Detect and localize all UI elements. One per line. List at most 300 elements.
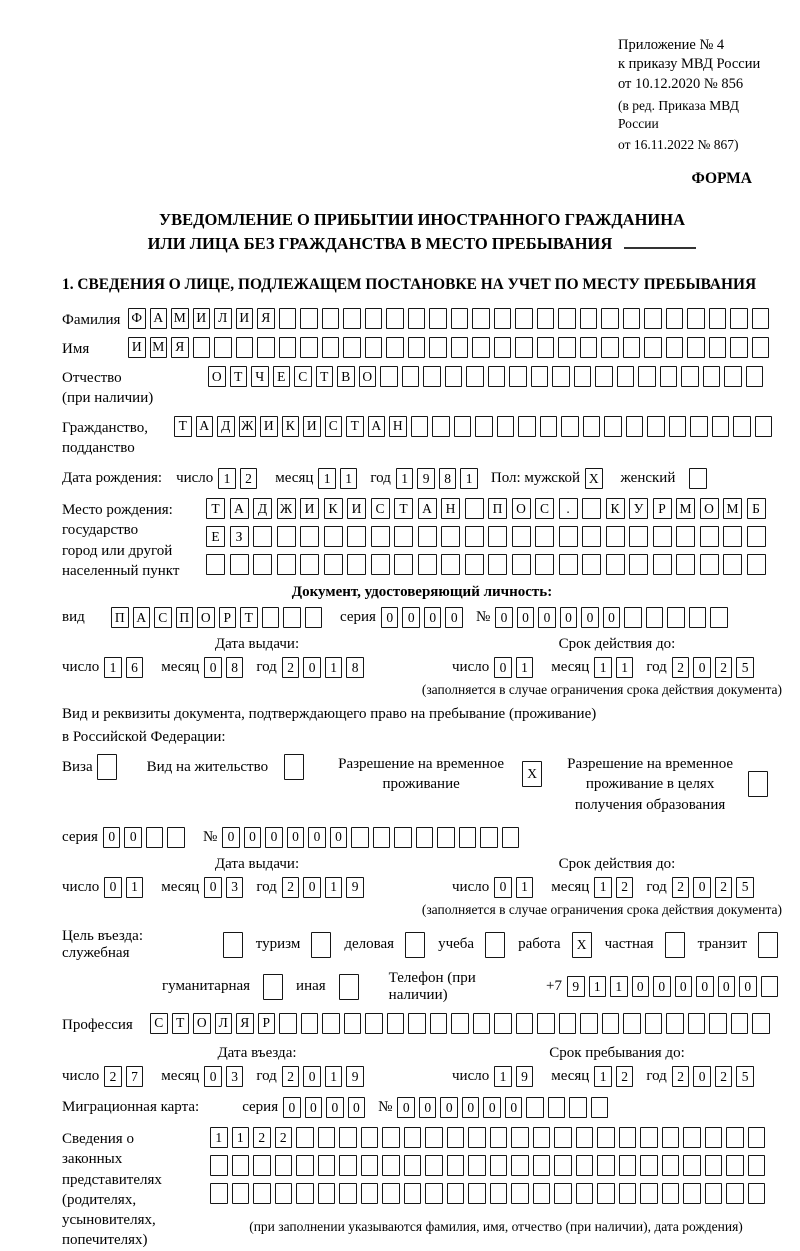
representatives-char-cell[interactable] [253,1183,271,1204]
patronymic-char-cell[interactable]: С [294,366,312,387]
birth-place-char-cell[interactable] [371,554,390,575]
residence-series-cell[interactable]: 0 [124,827,142,848]
birth-place-char-cell[interactable]: П [488,498,507,519]
surname-char-cell[interactable] [322,308,340,329]
birth-place-char-cell[interactable]: М [676,498,695,519]
checkbox-transit[interactable] [758,932,778,958]
profession-char-cell[interactable] [709,1013,727,1034]
surname-char-cell[interactable] [279,308,297,329]
patronymic-char-cell[interactable] [638,366,656,387]
residence-number-cell[interactable] [351,827,369,848]
representatives-char-cell[interactable] [683,1127,701,1148]
representatives-char-cell[interactable] [425,1183,443,1204]
residence-number-cell[interactable] [394,827,412,848]
entry-day-cell[interactable]: 2 [104,1066,122,1087]
firstname-char-cell[interactable] [193,337,211,358]
residence-expiry-year-cell[interactable]: 0 [693,877,711,898]
profession-char-cell[interactable]: С [150,1013,168,1034]
representatives-char-cell[interactable] [748,1155,766,1176]
birth-place-char-cell[interactable] [629,554,648,575]
representatives-char-cell[interactable]: 1 [210,1127,228,1148]
surname-char-cell[interactable] [580,308,598,329]
residence-number-cell[interactable]: 0 [330,827,348,848]
citizenship-char-cell[interactable] [669,416,687,437]
identity-kind-char-cell[interactable]: А [133,607,151,628]
representatives-char-cell[interactable] [361,1155,379,1176]
birth-place-char-cell[interactable]: И [347,498,366,519]
birth-place-char-cell[interactable]: Т [206,498,225,519]
migration-number-cell[interactable] [591,1097,609,1118]
residence-number-cell[interactable] [459,827,477,848]
profession-char-cell[interactable] [494,1013,512,1034]
representatives-char-cell[interactable] [554,1183,572,1204]
phone-digit-cell[interactable]: 0 [632,976,650,997]
patronymic-char-cell[interactable] [703,366,721,387]
patronymic-char-cell[interactable] [574,366,592,387]
representatives-char-cell[interactable] [640,1155,658,1176]
birth-place-char-cell[interactable] [606,554,625,575]
residence-issue-year-cell[interactable]: 9 [346,877,364,898]
representatives-char-cell[interactable] [683,1183,701,1204]
birth-place-char-cell[interactable]: Б [747,498,766,519]
representatives-char-cell[interactable] [339,1127,357,1148]
patronymic-char-cell[interactable] [552,366,570,387]
representatives-char-cell[interactable] [318,1127,336,1148]
birth-place-char-cell[interactable] [394,554,413,575]
firstname-char-cell[interactable] [279,337,297,358]
profession-char-cell[interactable] [752,1013,770,1034]
representatives-char-cell[interactable] [490,1127,508,1148]
migration-number-cell[interactable] [548,1097,566,1118]
surname-char-cell[interactable] [537,308,555,329]
representatives-char-cell[interactable] [296,1155,314,1176]
birth-place-char-cell[interactable]: А [418,498,437,519]
birth-place-char-cell[interactable] [488,554,507,575]
surname-char-cell[interactable] [623,308,641,329]
surname-char-cell[interactable]: Л [214,308,232,329]
birth-place-char-cell[interactable] [582,498,601,519]
birth-place-char-cell[interactable]: О [700,498,719,519]
profession-char-cell[interactable]: Л [215,1013,233,1034]
identity-number-cell[interactable] [667,607,685,628]
representatives-char-cell[interactable] [619,1155,637,1176]
residence-issue-month-cell[interactable]: 3 [226,877,244,898]
profession-char-cell[interactable] [387,1013,405,1034]
phone-digit-cell[interactable]: 0 [696,976,714,997]
birth-place-char-cell[interactable] [277,526,296,547]
birth-place-char-cell[interactable] [347,526,366,547]
representatives-char-cell[interactable] [404,1183,422,1204]
birth-month-cell[interactable]: 1 [340,468,358,489]
patronymic-char-cell[interactable] [746,366,764,387]
migration-number-cell[interactable] [569,1097,587,1118]
identity-expiry-day-cell[interactable]: 1 [516,657,534,678]
representatives-char-cell[interactable] [447,1183,465,1204]
identity-issue-day-cell[interactable]: 6 [126,657,144,678]
birth-place-char-cell[interactable]: К [606,498,625,519]
surname-char-cell[interactable] [300,308,318,329]
residence-series-cell[interactable] [167,827,185,848]
firstname-char-cell[interactable]: М [150,337,168,358]
residence-number-cell[interactable] [480,827,498,848]
patronymic-char-cell[interactable]: О [208,366,226,387]
surname-char-cell[interactable] [365,308,383,329]
birth-place-char-cell[interactable] [512,554,531,575]
surname-char-cell[interactable] [687,308,705,329]
firstname-char-cell[interactable] [386,337,404,358]
representatives-char-cell[interactable] [705,1183,723,1204]
birth-place-char-cell[interactable] [653,526,672,547]
firstname-char-cell[interactable] [408,337,426,358]
birth-place-char-cell[interactable]: С [535,498,554,519]
identity-kind-char-cell[interactable] [262,607,280,628]
migration-series-cell[interactable]: 0 [283,1097,301,1118]
identity-expiry-year-cell[interactable]: 5 [736,657,754,678]
identity-issue-month-cell[interactable]: 8 [226,657,244,678]
citizenship-char-cell[interactable]: Н [389,416,407,437]
migration-number-cell[interactable]: 0 [462,1097,480,1118]
stay-year-cell[interactable]: 5 [736,1066,754,1087]
surname-char-cell[interactable] [451,308,469,329]
surname-char-cell[interactable] [472,308,490,329]
migration-number-cell[interactable]: 0 [419,1097,437,1118]
checkbox-temp-permit[interactable]: X [522,761,542,787]
checkbox-female[interactable] [689,468,707,489]
birth-place-char-cell[interactable] [418,554,437,575]
birth-place-char-cell[interactable] [747,554,766,575]
migration-number-cell[interactable]: 0 [483,1097,501,1118]
surname-char-cell[interactable] [343,308,361,329]
patronymic-char-cell[interactable] [617,366,635,387]
migration-number-cell[interactable]: 0 [505,1097,523,1118]
checkbox-private[interactable] [665,932,685,958]
representatives-char-cell[interactable] [726,1155,744,1176]
representatives-char-cell[interactable] [640,1127,658,1148]
patronymic-char-cell[interactable] [402,366,420,387]
citizenship-char-cell[interactable] [454,416,472,437]
entry-day-cell[interactable]: 7 [126,1066,144,1087]
residence-expiry-day-cell[interactable]: 0 [494,877,512,898]
representatives-char-cell[interactable] [425,1127,443,1148]
representatives-char-cell[interactable] [533,1127,551,1148]
surname-char-cell[interactable] [386,308,404,329]
birth-place-char-cell[interactable] [230,554,249,575]
citizenship-char-cell[interactable] [583,416,601,437]
checkbox-edu-permit[interactable] [748,771,768,797]
profession-char-cell[interactable] [645,1013,663,1034]
checkbox-work[interactable]: X [572,932,592,958]
representatives-char-cell[interactable] [296,1127,314,1148]
citizenship-char-cell[interactable] [432,416,450,437]
phone-digit-cell[interactable]: 0 [718,976,736,997]
representatives-char-cell[interactable] [339,1183,357,1204]
patronymic-char-cell[interactable] [531,366,549,387]
citizenship-char-cell[interactable]: Д [217,416,235,437]
identity-number-cell[interactable] [710,607,728,628]
birth-place-char-cell[interactable] [700,554,719,575]
residence-issue-day-cell[interactable]: 1 [126,877,144,898]
representatives-char-cell[interactable] [662,1183,680,1204]
profession-char-cell[interactable] [408,1013,426,1034]
representatives-char-cell[interactable] [662,1127,680,1148]
surname-char-cell[interactable] [408,308,426,329]
identity-series-cell[interactable]: 0 [445,607,463,628]
birth-place-char-cell[interactable] [300,526,319,547]
representatives-char-cell[interactable] [404,1155,422,1176]
representatives-char-cell[interactable] [296,1183,314,1204]
stay-year-cell[interactable]: 0 [693,1066,711,1087]
representatives-char-cell[interactable] [619,1127,637,1148]
birth-year-cell[interactable]: 9 [417,468,435,489]
patronymic-char-cell[interactable] [681,366,699,387]
patronymic-char-cell[interactable] [488,366,506,387]
identity-expiry-year-cell[interactable]: 2 [672,657,690,678]
representatives-char-cell[interactable] [382,1183,400,1204]
representatives-char-cell[interactable] [382,1127,400,1148]
birth-place-char-cell[interactable] [535,554,554,575]
profession-char-cell[interactable] [344,1013,362,1034]
profession-char-cell[interactable] [580,1013,598,1034]
residence-issue-day-cell[interactable]: 0 [104,877,122,898]
representatives-char-cell[interactable]: 2 [253,1127,271,1148]
citizenship-char-cell[interactable] [626,416,644,437]
birth-place-char-cell[interactable]: Е [206,526,225,547]
firstname-char-cell[interactable] [601,337,619,358]
citizenship-char-cell[interactable] [712,416,730,437]
birth-place-char-cell[interactable] [582,526,601,547]
identity-expiry-month-cell[interactable]: 1 [616,657,634,678]
citizenship-char-cell[interactable] [690,416,708,437]
representatives-char-cell[interactable] [210,1183,228,1204]
representatives-char-cell[interactable] [447,1127,465,1148]
identity-number-cell[interactable]: 0 [495,607,513,628]
citizenship-char-cell[interactable] [540,416,558,437]
citizenship-char-cell[interactable]: С [325,416,343,437]
birth-place-char-cell[interactable] [371,526,390,547]
residence-number-cell[interactable]: 0 [308,827,326,848]
profession-char-cell[interactable] [322,1013,340,1034]
patronymic-char-cell[interactable] [595,366,613,387]
patronymic-char-cell[interactable] [509,366,527,387]
identity-issue-year-cell[interactable]: 1 [325,657,343,678]
citizenship-char-cell[interactable]: Т [346,416,364,437]
surname-char-cell[interactable] [429,308,447,329]
residence-expiry-month-cell[interactable]: 1 [594,877,612,898]
firstname-char-cell[interactable] [429,337,447,358]
entry-year-cell[interactable]: 2 [282,1066,300,1087]
representatives-char-cell[interactable] [748,1127,766,1148]
identity-number-cell[interactable] [689,607,707,628]
birth-place-char-cell[interactable]: С [371,498,390,519]
firstname-char-cell[interactable] [623,337,641,358]
citizenship-char-cell[interactable] [411,416,429,437]
residence-number-cell[interactable] [416,827,434,848]
firstname-char-cell[interactable] [365,337,383,358]
representatives-char-cell[interactable] [683,1155,701,1176]
citizenship-char-cell[interactable]: Ж [239,416,257,437]
residence-number-cell[interactable] [373,827,391,848]
stay-day-cell[interactable]: 1 [494,1066,512,1087]
identity-kind-char-cell[interactable] [283,607,301,628]
residence-expiry-year-cell[interactable]: 2 [715,877,733,898]
patronymic-char-cell[interactable]: В [337,366,355,387]
surname-char-cell[interactable]: А [150,308,168,329]
birth-place-char-cell[interactable] [629,526,648,547]
birth-place-char-cell[interactable]: . [559,498,578,519]
identity-expiry-day-cell[interactable]: 0 [494,657,512,678]
birth-month-cell[interactable]: 1 [318,468,336,489]
birth-place-char-cell[interactable] [441,554,460,575]
representatives-char-cell[interactable] [404,1127,422,1148]
patronymic-char-cell[interactable]: Е [273,366,291,387]
birth-place-char-cell[interactable] [559,526,578,547]
migration-series-cell[interactable]: 0 [348,1097,366,1118]
surname-char-cell[interactable]: Я [257,308,275,329]
firstname-char-cell[interactable] [687,337,705,358]
phone-digit-cell[interactable]: 1 [589,976,607,997]
representatives-char-cell[interactable] [619,1183,637,1204]
birth-place-char-cell[interactable] [465,498,484,519]
surname-char-cell[interactable] [709,308,727,329]
firstname-char-cell[interactable] [257,337,275,358]
birth-place-char-cell[interactable]: М [723,498,742,519]
birth-place-char-cell[interactable] [394,526,413,547]
firstname-char-cell[interactable] [494,337,512,358]
birth-place-char-cell[interactable]: И [300,498,319,519]
patronymic-char-cell[interactable]: О [359,366,377,387]
representatives-char-cell[interactable] [533,1155,551,1176]
profession-char-cell[interactable] [602,1013,620,1034]
birth-place-char-cell[interactable] [535,526,554,547]
phone-digit-cell[interactable]: 0 [653,976,671,997]
stay-year-cell[interactable]: 2 [672,1066,690,1087]
identity-series-cell[interactable]: 0 [424,607,442,628]
residence-number-cell[interactable]: 0 [265,827,283,848]
firstname-char-cell[interactable] [752,337,770,358]
residence-issue-year-cell[interactable]: 1 [325,877,343,898]
birth-place-char-cell[interactable]: З [230,526,249,547]
checkbox-visa[interactable] [97,754,117,780]
citizenship-char-cell[interactable]: А [196,416,214,437]
checkbox-humanitarian[interactable] [263,974,283,1000]
birth-year-cell[interactable]: 8 [439,468,457,489]
birth-year-cell[interactable]: 1 [460,468,478,489]
phone-digit-cell[interactable]: 0 [739,976,757,997]
identity-issue-year-cell[interactable]: 8 [346,657,364,678]
birth-place-char-cell[interactable] [723,554,742,575]
representatives-char-cell[interactable] [339,1155,357,1176]
birth-place-char-cell[interactable]: Ж [277,498,296,519]
surname-char-cell[interactable]: И [236,308,254,329]
migration-number-cell[interactable]: 0 [397,1097,415,1118]
representatives-char-cell[interactable] [447,1155,465,1176]
profession-char-cell[interactable] [559,1013,577,1034]
firstname-char-cell[interactable] [236,337,254,358]
residence-number-cell[interactable] [502,827,520,848]
identity-issue-month-cell[interactable]: 0 [204,657,222,678]
birth-day-cell[interactable]: 2 [240,468,258,489]
citizenship-char-cell[interactable]: И [303,416,321,437]
birth-place-char-cell[interactable] [559,554,578,575]
phone-digit-cell[interactable]: 9 [567,976,585,997]
firstname-char-cell[interactable] [537,337,555,358]
representatives-char-cell[interactable] [511,1183,529,1204]
firstname-char-cell[interactable] [451,337,469,358]
stay-year-cell[interactable]: 2 [715,1066,733,1087]
representatives-char-cell[interactable] [662,1155,680,1176]
identity-series-cell[interactable]: 0 [402,607,420,628]
residence-series-cell[interactable]: 0 [103,827,121,848]
representatives-char-cell[interactable] [232,1155,250,1176]
surname-char-cell[interactable] [730,308,748,329]
identity-number-cell[interactable]: 0 [560,607,578,628]
birth-place-char-cell[interactable] [723,526,742,547]
surname-char-cell[interactable] [515,308,533,329]
identity-issue-year-cell[interactable]: 2 [282,657,300,678]
residence-number-cell[interactable]: 0 [222,827,240,848]
representatives-char-cell[interactable] [511,1155,529,1176]
profession-char-cell[interactable]: Я [236,1013,254,1034]
representatives-char-cell[interactable] [275,1155,293,1176]
phone-digit-cell[interactable]: 1 [610,976,628,997]
identity-expiry-month-cell[interactable]: 1 [594,657,612,678]
representatives-char-cell[interactable] [468,1155,486,1176]
firstname-char-cell[interactable] [214,337,232,358]
entry-year-cell[interactable]: 9 [346,1066,364,1087]
birth-place-char-cell[interactable] [582,554,601,575]
migration-number-cell[interactable] [526,1097,544,1118]
birth-place-char-cell[interactable]: К [324,498,343,519]
residence-expiry-day-cell[interactable]: 1 [516,877,534,898]
surname-char-cell[interactable] [494,308,512,329]
identity-expiry-year-cell[interactable]: 2 [715,657,733,678]
birth-place-char-cell[interactable] [324,554,343,575]
birth-place-char-cell[interactable]: Н [441,498,460,519]
firstname-char-cell[interactable]: И [128,337,146,358]
identity-expiry-year-cell[interactable]: 0 [693,657,711,678]
checkbox-other[interactable] [339,974,359,1000]
profession-char-cell[interactable]: Т [172,1013,190,1034]
profession-char-cell[interactable] [451,1013,469,1034]
entry-year-cell[interactable]: 1 [325,1066,343,1087]
birth-place-char-cell[interactable]: О [512,498,531,519]
profession-char-cell[interactable] [537,1013,555,1034]
birth-place-char-cell[interactable] [700,526,719,547]
birth-place-char-cell[interactable] [441,526,460,547]
profession-char-cell[interactable] [516,1013,534,1034]
profession-char-cell[interactable] [688,1013,706,1034]
citizenship-char-cell[interactable]: К [282,416,300,437]
firstname-char-cell[interactable] [730,337,748,358]
firstname-char-cell[interactable]: Я [171,337,189,358]
representatives-char-cell[interactable] [726,1183,744,1204]
residence-issue-year-cell[interactable]: 0 [303,877,321,898]
citizenship-char-cell[interactable] [604,416,622,437]
citizenship-char-cell[interactable] [497,416,515,437]
birth-place-char-cell[interactable]: У [629,498,648,519]
birth-day-cell[interactable]: 1 [218,468,236,489]
representatives-char-cell[interactable] [232,1183,250,1204]
representatives-char-cell[interactable] [425,1155,443,1176]
surname-char-cell[interactable]: М [171,308,189,329]
citizenship-char-cell[interactable]: Т [174,416,192,437]
representatives-char-cell[interactable] [640,1183,658,1204]
residence-series-cell[interactable] [146,827,164,848]
checkbox-business[interactable] [223,932,243,958]
birth-place-char-cell[interactable] [676,554,695,575]
profession-char-cell[interactable]: О [193,1013,211,1034]
citizenship-char-cell[interactable] [475,416,493,437]
